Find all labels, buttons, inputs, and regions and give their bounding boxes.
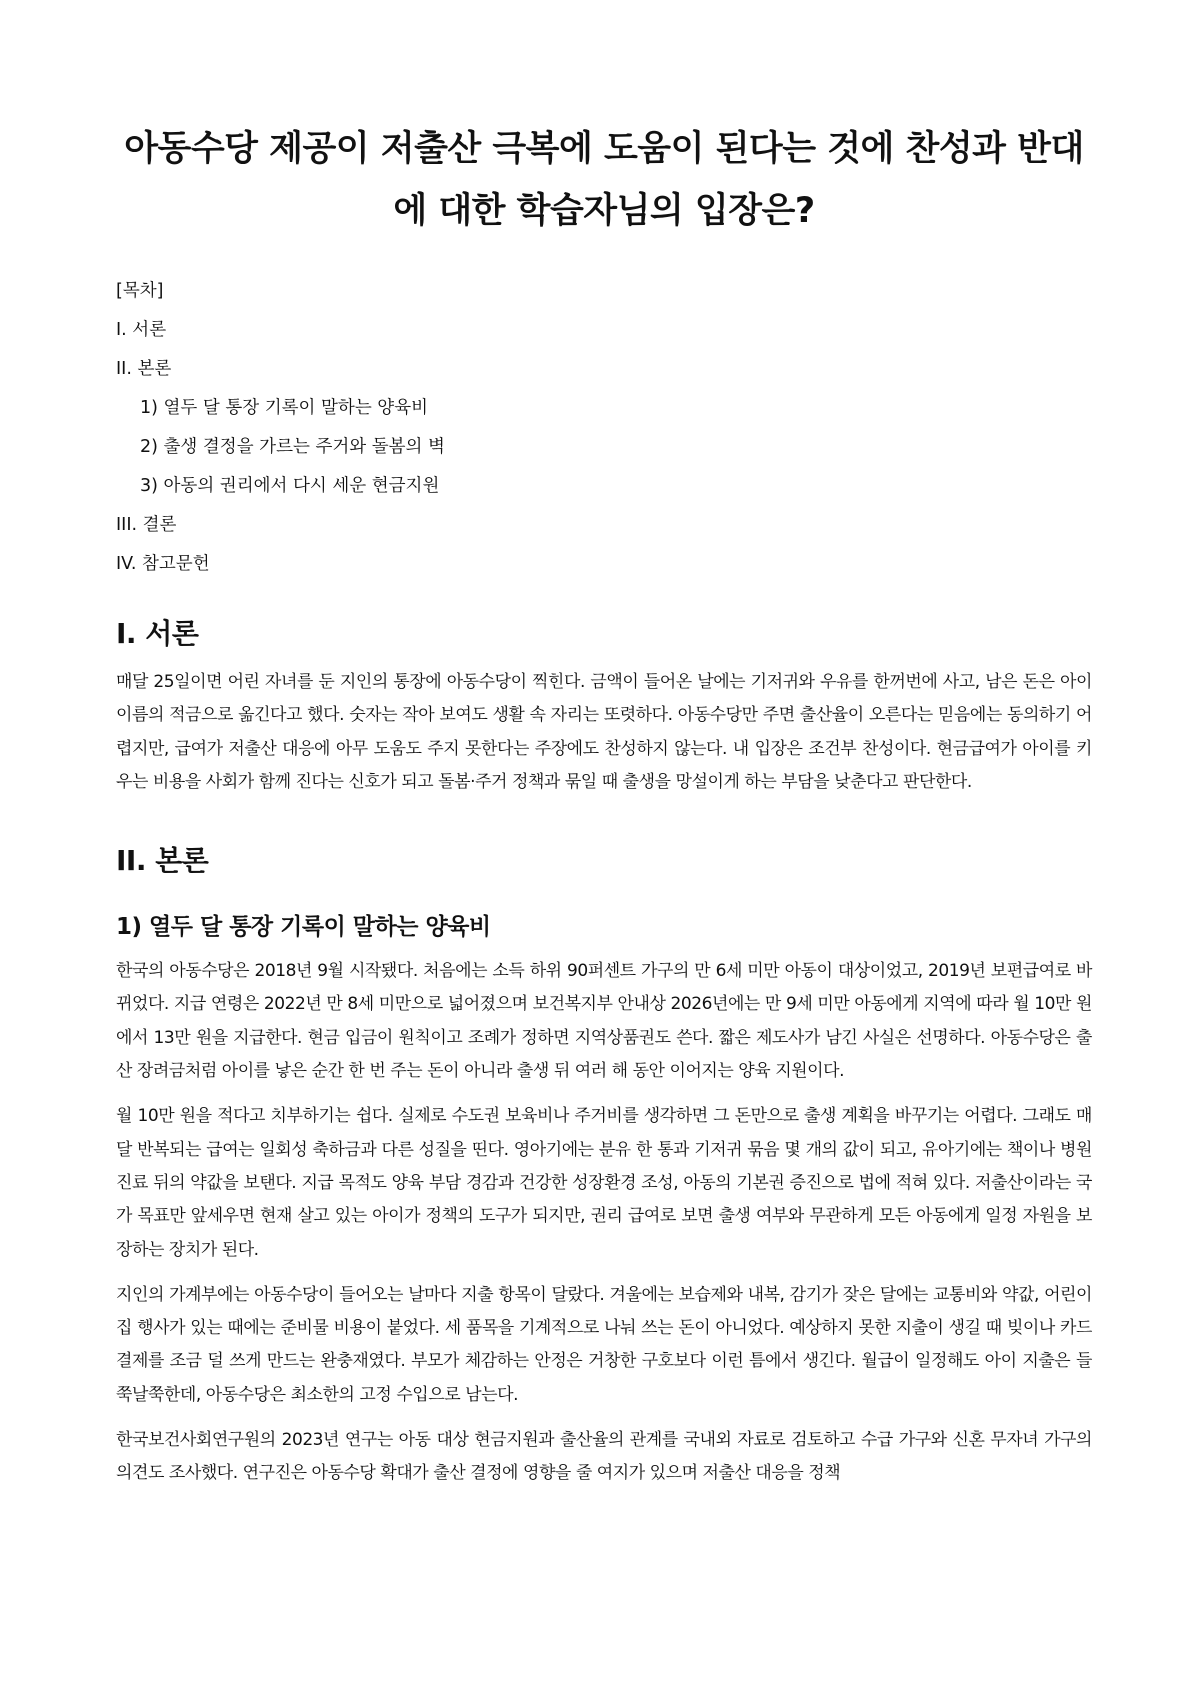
toc-item: III. 결론 — [116, 515, 177, 535]
toc-heading: [목차] — [116, 281, 164, 301]
body-paragraph: 월 10만 원을 적다고 치부하기는 쉽다. 실제로 수도권 보육비나 주거비를 생각하면 그 돈만으로 출생 계획을 바꾸기는 어렵다. 그래도 매달 반복되는 급여는 일회성 축하금과 다른 성질을 띤다. 영아기에는 분유 한 통과 기저귀 묶음 몇 개의 값이 되고, 유아기에는 책이나 병원 진료 뒤의 약값을 보탠다. 지급 목적도 양육 부담 경감과 건강한 성장환경 조성, 아동의 기본권 증진으로 법에 적혀 있다. 저출산이라는 국가 목표만 앞세우면 현재 살고 있는 아이가 정책의 도구가 되지만, 권리 급여로 보면 출생 여부와 무관하게 모든 아동에게 일정 자원을 보장하는 장치가 된다. — [116, 1106, 1092, 1260]
toc-item: 1) 열두 달 통장 기록이 말하는 양육비 — [140, 398, 429, 418]
table-of-contents — [116, 272, 1092, 584]
toc-item: I. 서론 — [116, 320, 167, 340]
body-paragraph: 지인의 가계부에는 아동수당이 들어오는 날마다 지출 항목이 달랐다. 겨울에는 보습제와 내복, 감기가 잦은 달에는 교통비와 약값, 어린이집 행사가 있는 때에는 준비물 비용이 붙었다. 세 품목을 기계적으로 나눠 쓰는 돈이 아니었다. 예상하지 못한 지출이 생길 때 빚이나 카드 결제를 조금 덜 쓰게 만드는 완충재였다. 부모가 체감하는 안정은 거창한 구호보다 이런 틈에서 생긴다. 월급이 일정해도 아이 지출은 들쭉날쭉한데, 아동수당은 최소한의 고정 수입으로 남는다. — [116, 1284, 1093, 1405]
section-heading-intro: I. 서론 — [116, 617, 199, 650]
intro-paragraph: 매달 25일이면 어린 자녀를 둔 지인의 통장에 아동수당이 찍힌다. 금액이 들어온 날에는 기저귀와 우유를 한꺼번에 사고, 남은 돈은 아이 이름의 적금으로 옮긴다고 했다. 숫자는 작아 보여도 생활 속 자리는 또렷하다. 아동수당만 주면 출산율이 오른다는 믿음에는 동의하기 어렵지만, 급여가 저출산 대응에 아무 도움도 주지 못한다는 주장에도 찬성하지 않는다. 내 입장은 조건부 찬성이다. 현금급여가 아이를 키우는 비용을 사회가 함께 진다는 신호가 되고 돌봄·주거 정책과 묶일 때 출생을 망설이게 하는 부담을 낮춘다고 판단한다. — [116, 672, 1093, 792]
subsection-heading-1: 1) 열두 달 통장 기록이 말하는 양육비 — [116, 914, 491, 941]
document-title: 아동수당 제공이 저출산 극복에 도움이 된다는 것에 찬성과 반대에 대한 학습자님의 입장은? — [124, 129, 1084, 231]
section-heading-body: II. 본론 — [116, 844, 209, 878]
toc-item: 3) 아동의 권리에서 다시 세운 현금지원 — [140, 476, 440, 496]
body-paragraph: 한국보건사회연구원의 2023년 연구는 아동 대상 현금지원과 출산율의 관계를 국내외 자료로 검토하고 수급 가구와 신혼 무자녀 가구의 의견도 조사했다. 연구진은 아동수당 확대가 출산 결정에 영향을 줄 여지가 있으며 저출산 대응을 정책 — [116, 1430, 1092, 1484]
body-paragraph: 한국의 아동수당은 2018년 9월 시작됐다. 처음에는 소득 하위 90퍼센트 가구의 만 6세 미만 아동이 대상이었고, 2019년 보편급여로 바뀌었다. 지급 연령은 2022년 만 8세 미만으로 넓어졌으며 보건복지부 안내상 2026년에는 만 9세 미만 아동에게 지역에 따라 월 10만 원에서 13만 원을 지급한다. 현금 입금이 원칙이고 조례가 정하면 지역상품권도 쓴다. 짧은 제도사가 남긴 사실은 선명하다. 아동수당은 출산 장려금처럼 아이를 낳은 순간 한 번 주는 돈이 아니라 출생 뒤 여러 해 동안 이어지는 양육 지원이다. — [116, 961, 1092, 1082]
toc-item: 2) 출생 결정을 가르는 주거와 돌봄의 벽 — [140, 437, 445, 457]
toc-item: IV. 참고문헌 — [116, 554, 210, 574]
toc-item: II. 본론 — [116, 359, 172, 379]
